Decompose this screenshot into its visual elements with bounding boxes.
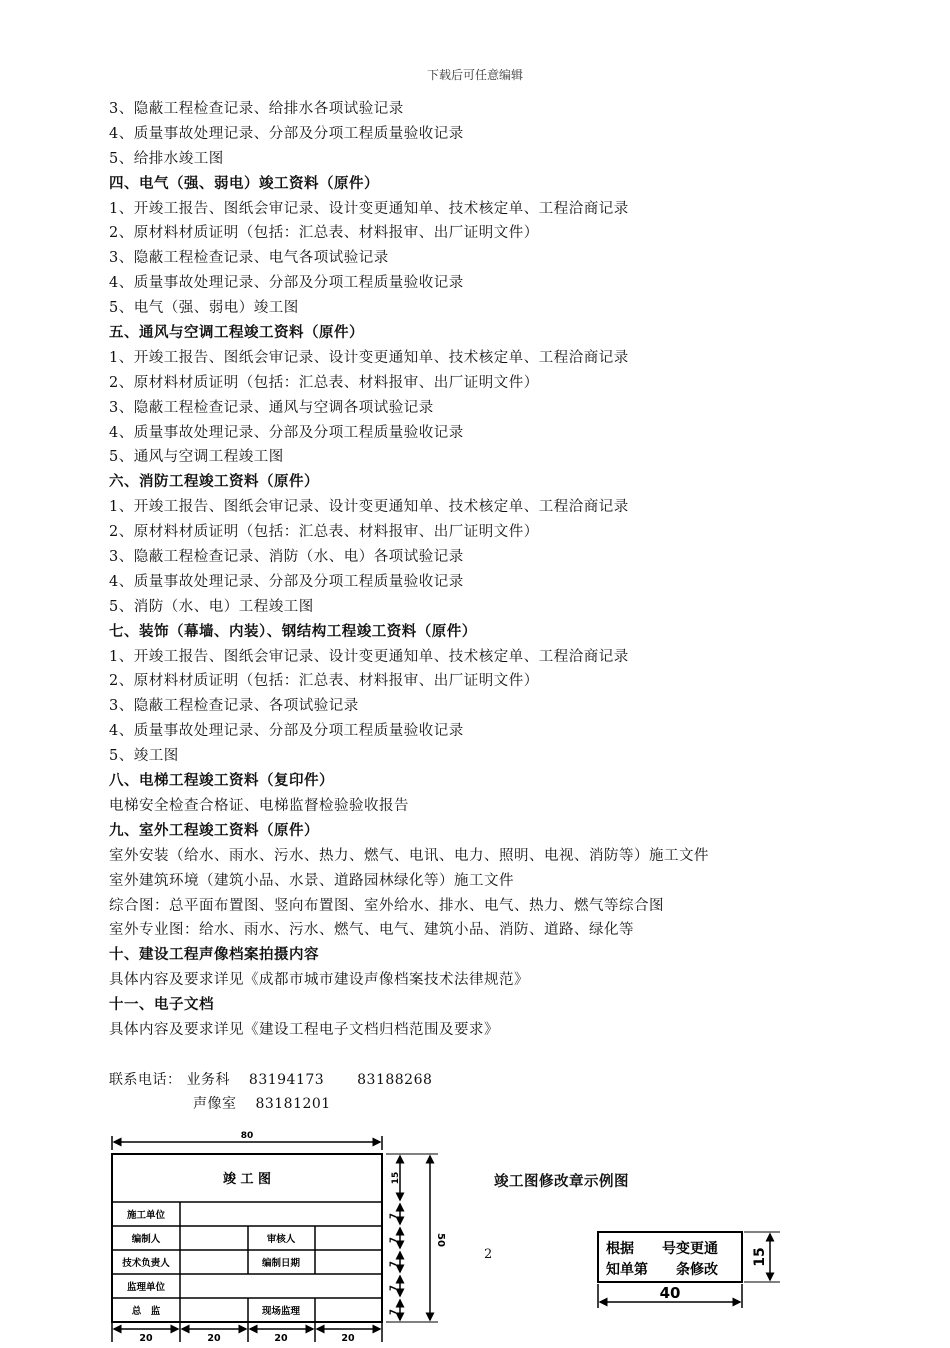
completion-stamp-svg — [108, 1128, 448, 1344]
contact-info — [109, 1068, 432, 1116]
section-heading: 九、室外工程竣工资料（原件） — [109, 822, 319, 839]
label-construction-unit: 施工单位 — [126, 1210, 166, 1221]
list-item: 4、质量事故处理记录、分部及分项工程质量验收记录 — [109, 723, 464, 740]
dim-col-label-2: 20 — [207, 1333, 221, 1344]
completion-stamp-figure — [108, 1128, 448, 1348]
revision-stamp-line-1: 根据 号变更通 — [606, 1241, 718, 1257]
list-item: 电梯安全检查合格证、电梯监督检验验收报告 — [109, 797, 409, 814]
list-item: 3、隐蔽工程检查记录、电气各项试验记录 — [109, 250, 389, 267]
list-item: 4、质量事故处理记录、分部及分项工程质量验收记录 — [109, 573, 464, 590]
list-item: 4、质量事故处理记录、分部及分项工程质量验收记录 — [109, 424, 464, 441]
list-item: 5、消防（水、电）工程竣工图 — [109, 598, 314, 615]
revision-stamp-svg — [592, 1224, 792, 1310]
list-item: 5、竣工图 — [109, 748, 179, 765]
label-compiler: 编制人 — [131, 1234, 161, 1245]
dim-row-label-5: 7 — [389, 1309, 399, 1315]
list-item: 5、通风与空调工程竣工图 — [109, 449, 284, 466]
section-heading: 四、电气（强、弱电）竣工资料（原件） — [109, 175, 379, 192]
dept-audiovisual: 声像室 — [193, 1096, 237, 1112]
page-header: 下载后可任意编辑 — [426, 68, 523, 82]
list-item: 1、开竣工报告、图纸会审记录、设计变更通知单、技术核定单、工程洽商记录 — [109, 648, 629, 665]
list-item: 3、隐蔽工程检查记录、各项试验记录 — [109, 698, 359, 715]
label-compile-date: 编制日期 — [261, 1258, 301, 1269]
list-item: 具体内容及要求详见《建设工程电子文档归档范围及要求》 — [109, 1021, 499, 1038]
document-body — [109, 97, 869, 1043]
phone-business-1: 83194173 — [248, 1072, 325, 1088]
page-number: 2 — [484, 1247, 493, 1262]
revision-stamp — [592, 1224, 792, 1314]
section-heading: 七、装饰（幕墙、内装）、钢结构工程竣工资料（原件） — [109, 623, 477, 640]
list-item: 2、原材料材质证明（包括：汇总表、材料报审、出厂证明文件） — [109, 673, 539, 690]
dim-height-label: 50 — [435, 1233, 446, 1247]
dim-width-label: 80 — [240, 1131, 254, 1141]
figure-title: 竣工图修改章示例图 — [494, 1174, 629, 1190]
list-item: 3、隐蔽工程检查记录、给排水各项试验记录 — [109, 101, 404, 117]
dim-col-label-3: 20 — [274, 1333, 288, 1344]
list-item: 室外建筑环境（建筑小品、水景、道路园林绿化等）施工文件 — [109, 872, 514, 889]
label-reviewer: 审核人 — [266, 1234, 296, 1245]
list-item: 5、电气（强、弱电）竣工图 — [109, 300, 299, 317]
list-item: 2、原材料材质证明（包括：汇总表、材料报审、出厂证明文件） — [109, 374, 539, 391]
list-item: 3、隐蔽工程检查记录、消防（水、电）各项试验记录 — [109, 549, 464, 566]
dim-row-label-1: 7 — [389, 1213, 399, 1219]
dim-row-label-3: 7 — [389, 1261, 399, 1267]
list-item: 1、开竣工报告、图纸会审记录、设计变更通知单、技术核定单、工程洽商记录 — [109, 499, 629, 516]
label-chief-supervisor: 总 监 — [131, 1306, 161, 1317]
phone-audiovisual: 83181201 — [255, 1096, 331, 1112]
dim-row-label-2: 7 — [389, 1237, 399, 1243]
section-heading: 六、消防工程竣工资料（原件） — [109, 474, 319, 491]
section-heading: 十、建设工程声像档案拍摄内容 — [109, 947, 319, 964]
phone-business-2: 83188268 — [357, 1072, 433, 1088]
revision-stamp-line-2: 知单第 条修改 — [606, 1262, 718, 1278]
list-item: 2、原材料材质证明（包括：汇总表、材料报审、出厂证明文件） — [109, 524, 539, 541]
list-item: 室外专业图：给水、雨水、污水、燃气、电气、建筑小品、消防、道路、绿化等 — [109, 922, 634, 939]
list-item: 2、原材料材质证明（包括：汇总表、材料报审、出厂证明文件） — [109, 225, 539, 242]
section-heading: 十一、电子文档 — [109, 997, 214, 1014]
section-heading: 八、电梯工程竣工资料（复印件） — [109, 773, 334, 790]
dim-row-label-4: 7 — [389, 1285, 399, 1291]
dim-col-label-4: 20 — [341, 1333, 355, 1344]
label-tech-lead: 技术负责人 — [122, 1258, 170, 1269]
contact-label: 联系电话： — [109, 1072, 182, 1088]
list-item: 5、给排水竣工图 — [109, 150, 224, 167]
revision-stamp-dim-height: 15 — [752, 1247, 768, 1267]
list-item: 室外安装（给水、雨水、污水、热力、燃气、电讯、电力、照明、电视、消防等）施工文件 — [109, 847, 709, 864]
revision-stamp-dim-width: 40 — [659, 1284, 681, 1302]
section-heading: 五、通风与空调工程竣工资料（原件） — [109, 325, 364, 342]
stamp-title: 竣 工 图 — [222, 1172, 272, 1187]
list-item: 1、开竣工报告、图纸会审记录、设计变更通知单、技术核定单、工程洽商记录 — [109, 200, 629, 217]
list-item: 4、质量事故处理记录、分部及分项工程质量验收记录 — [109, 275, 464, 292]
list-item: 3、隐蔽工程检查记录、通风与空调各项试验记录 — [109, 399, 434, 416]
dept-business: 业务科 — [186, 1072, 230, 1088]
list-item: 综合图：总平面布置图、竖向布置图、室外给水、排水、电气、热力、燃气等综合图 — [109, 897, 664, 914]
label-site-supervisor: 现场监理 — [261, 1306, 301, 1317]
list-item: 具体内容及要求详见《成都市城市建设声像档案技术法律规范》 — [109, 972, 529, 989]
list-item: 1、开竣工报告、图纸会审记录、设计变更通知单、技术核定单、工程洽商记录 — [109, 349, 629, 366]
label-supervision-unit: 监理单位 — [126, 1282, 166, 1293]
dim-title-row-label: 15 — [391, 1171, 401, 1185]
dim-col-label-1: 20 — [139, 1333, 153, 1344]
list-item: 4、质量事故处理记录、分部及分项工程质量验收记录 — [109, 125, 464, 142]
